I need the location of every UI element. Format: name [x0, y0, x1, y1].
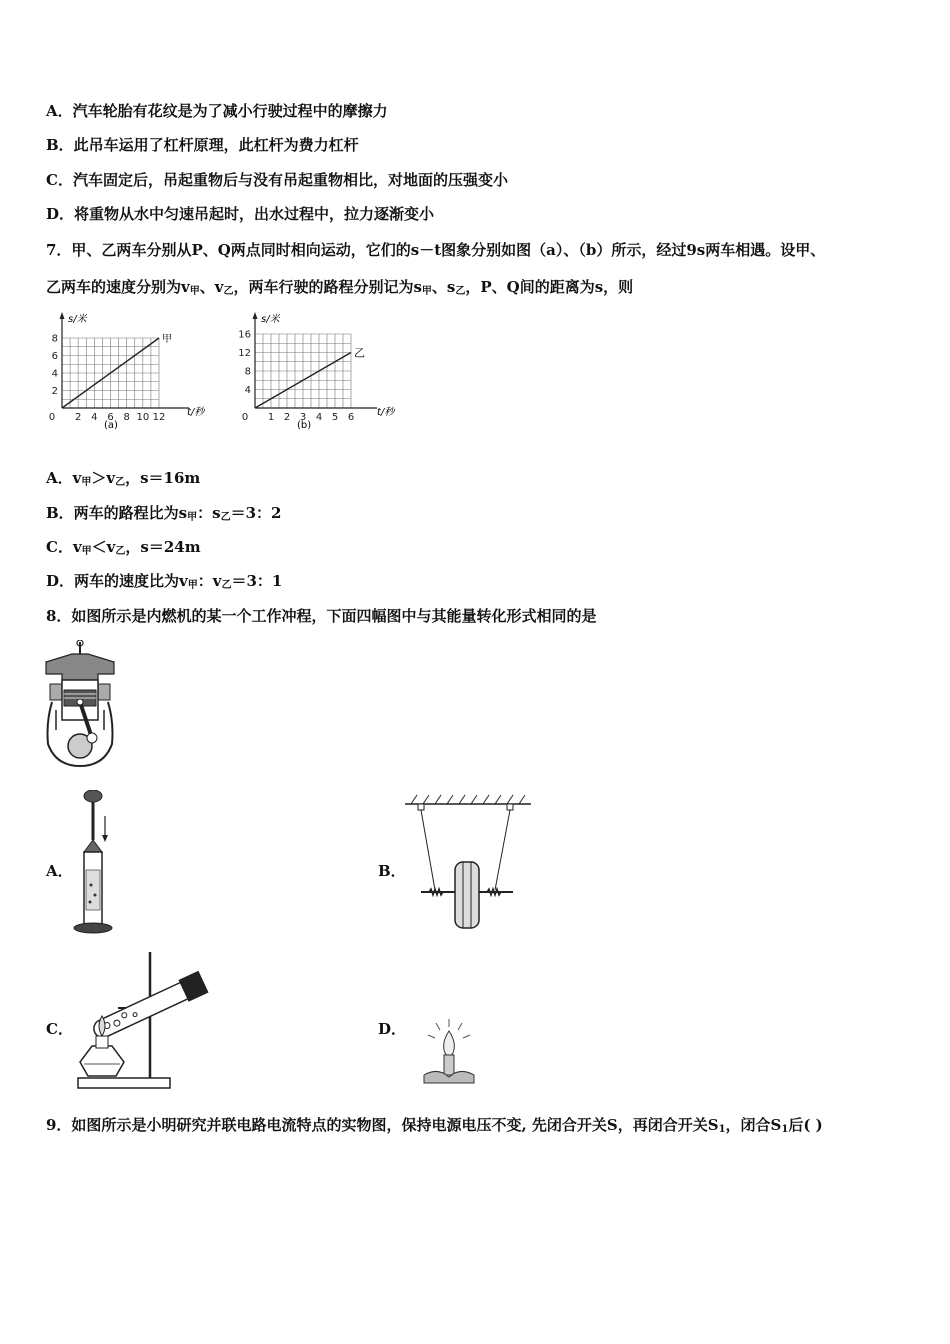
q6-option-d: D．将重物从水中匀速吊起时，出水过程中，拉力逐渐变小: [46, 205, 435, 223]
q8-label-d: D．: [378, 1020, 407, 1038]
chart-b-y-tick-label: 16: [238, 329, 251, 341]
chart-b-x-tick-label: 6: [347, 412, 355, 423]
q8-label-a: A．: [46, 862, 73, 880]
chart-b-x-tick-label: 5: [331, 412, 339, 423]
q7-stem-line2: 乙两车的速度分别为$v_甲$、$v_乙$，两车行驶的路程分别记为$s_甲$、$s_乙$，P、Q间的距离为s，则: [46, 278, 634, 297]
chart-a: [44, 308, 214, 433]
chart-a-y-tick-label: 2: [51, 386, 58, 397]
q8-stem: 8．如图所示是内燃机的某一个工作冲程，下面四幅图中与其能量转化形式相同的是: [46, 607, 597, 625]
chart-b-grid: [255, 334, 351, 408]
chart-b-y-arrow: [253, 312, 258, 319]
chart-b-y-tick-label: 4: [244, 385, 251, 396]
q8-label-c: C．: [46, 1020, 73, 1038]
q7-option-a: A．$v_甲>v_乙$，s＝16m: [46, 469, 201, 488]
chart-a-series-label: 甲: [162, 334, 172, 345]
chart-b-y-tick-label: 12: [238, 348, 251, 359]
q8-figure-d-candle: [418, 1015, 480, 1087]
chart-b: [237, 308, 412, 433]
chart-b-xlabel: t/秒: [377, 407, 395, 418]
chart-b-caption: (b): [297, 420, 312, 431]
chart-a-y-tick-label: 4: [51, 368, 58, 380]
q9-stem: 9．如图所示是小明研究并联电路电流特点的实物图，保持电源电压不变, 先闭合开关S，再闭合开关$S_1$，闭合$S_1$后( ): [46, 1116, 823, 1135]
chart-b-x-tick-label: 3: [299, 412, 307, 423]
chart-b-ylabel: s/米: [261, 314, 280, 325]
chart-a-x-tick-label: 8: [123, 412, 130, 423]
chart-a-x-tick-label: 2: [74, 412, 82, 423]
chart-a-caption: (a): [104, 420, 118, 431]
chart-a-y-tick-label: 8: [51, 333, 58, 345]
chart-b-x-tick-label: 0: [241, 412, 249, 423]
engine-stroke-figure: [42, 640, 128, 770]
chart-a-x-tick-label: 6: [107, 412, 114, 423]
chart-a-x-tick-label: 4: [91, 412, 98, 423]
chart-a-x-tick-label: 0: [48, 412, 56, 423]
q6-option-a: A．汽车轮胎有花纹是为了减小行驶过程中的摩擦力: [46, 102, 388, 120]
q6-option-b: B．此吊车运用了杠杆原理，此杠杆为费力杠杆: [46, 136, 359, 154]
chart-a-y-arrow: [60, 312, 65, 319]
chart-b-x-tick-label: 1: [267, 412, 275, 423]
chart-b-x-tick-label: 4: [315, 412, 323, 423]
q7-option-b: B．两车的路程比为$s_甲$：$s_乙=3$：2: [46, 504, 282, 523]
q7-option-d: D．两车的速度比为$v_甲$：$v_乙=3$：1: [46, 572, 283, 591]
chart-b-y-tick-label: 8: [244, 366, 251, 378]
q8-label-b: B．: [378, 862, 406, 880]
q6-option-c: C．汽车固定后，吊起重物后与没有吊起重物相比，对地面的压强变小: [46, 171, 508, 189]
chart-a-axes: [60, 312, 190, 408]
chart-a-ylabel: s/米: [68, 314, 87, 325]
chart-a-x-tick-label: 10: [136, 412, 150, 423]
q7-option-c: C．$v_甲<v_乙$，s＝24m: [46, 538, 201, 557]
q8-figure-c-test-tube: [70, 950, 215, 1095]
q8-figure-b-wheel: [403, 790, 533, 935]
chart-b-x-tick-label: 2: [283, 412, 291, 423]
chart-a-x-tick-label: 12: [152, 412, 166, 423]
chart-a-y-tick-label: 6: [51, 351, 58, 362]
q7-stem-line1: 7．甲、乙两车分别从P、Q两点同时相向运动，它们的s－t图象分别如图（a）、（b）所示，经过9s两车相遇。设甲、: [46, 241, 826, 259]
chart-a-xlabel: t/秒: [187, 407, 205, 418]
q8-figure-a-pump: [70, 790, 120, 935]
chart-b-series-label: 乙: [354, 346, 365, 360]
